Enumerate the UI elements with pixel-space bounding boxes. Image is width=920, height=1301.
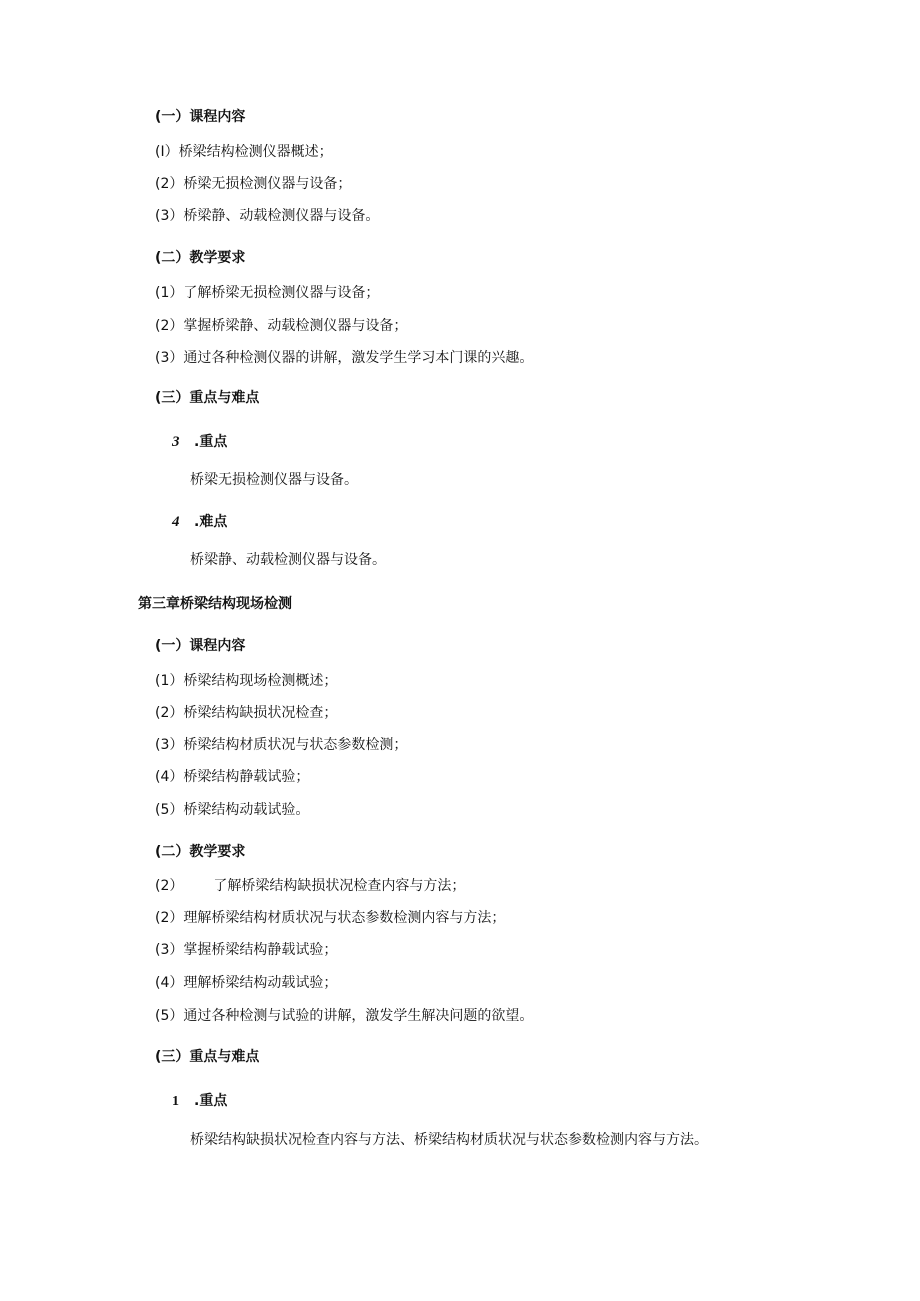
subheading-number: 4 <box>172 514 180 530</box>
section-heading-course-content: (一）课程内容 <box>155 638 246 654</box>
subheading-number: 3 <box>172 434 180 450</box>
list-item: (2）掌握桥梁静、动载检测仪器与设备； <box>155 318 408 334</box>
section-heading-key-points: (三）重点与难点 <box>155 1049 260 1065</box>
list-item-number: (2） <box>155 878 184 894</box>
list-item: (3）掌握桥梁结构静载试验； <box>155 942 338 958</box>
list-item: (5）通过各种检测与试验的讲解，激发学生解决问题的欲望。 <box>155 1008 534 1024</box>
list-item: (4）理解桥梁结构动载试验； <box>155 975 338 991</box>
list-item: (2）桥梁结构缺损状况检查； <box>155 705 338 721</box>
list-item: (2）桥梁无损检测仪器与设备； <box>155 176 352 192</box>
paragraph: 桥梁无损检测仪器与设备。 <box>190 472 358 488</box>
section-heading-teaching-requirements: (二）教学要求 <box>155 250 246 266</box>
chapter-title: 第三章桥梁结构现场检测 <box>138 596 292 612</box>
section-heading-course-content: (一）课程内容 <box>155 109 246 125</box>
list-item: (5）桥梁结构动载试验。 <box>155 802 310 818</box>
section-heading-key-points: (三）重点与难点 <box>155 390 260 406</box>
subheading-key-point <box>172 1091 227 1112</box>
list-item <box>155 876 465 896</box>
list-item: (4）桥梁结构静载试验； <box>155 769 310 785</box>
list-item: (1）了解桥梁无损检测仪器与设备； <box>155 285 380 301</box>
list-item: (1）桥梁结构现场检测概述； <box>155 673 338 689</box>
subheading-key-point <box>172 432 227 452</box>
list-item: (3）通过各种检测仪器的讲解，激发学生学习本门课的兴趣。 <box>155 350 534 366</box>
subheading-label: .难点 <box>194 514 228 530</box>
subheading-label: .重点 <box>194 434 228 450</box>
list-item: (3）桥梁静、动载检测仪器与设备。 <box>155 208 380 224</box>
list-item: (3）桥梁结构材质状况与状态参数检测； <box>155 737 408 753</box>
list-item: (2）理解桥梁结构材质状况与状态参数检测内容与方法； <box>155 910 506 926</box>
section-heading-teaching-requirements: (二）教学要求 <box>155 844 246 860</box>
paragraph: 桥梁静、动载检测仪器与设备。 <box>190 552 386 568</box>
subheading-label: .重点 <box>194 1093 228 1109</box>
subheading-number: 1 <box>172 1094 179 1109</box>
list-item-text: 了解桥梁结构缺损状况检查内容与方法； <box>213 878 466 894</box>
paragraph: 桥梁结构缺损状况检查内容与方法、桥梁结构材质状况与状态参数检测内容与方法。 <box>190 1132 708 1148</box>
subheading-difficulty <box>172 512 227 532</box>
list-item: (I）桥梁结构检测仪器概述； <box>155 144 333 160</box>
